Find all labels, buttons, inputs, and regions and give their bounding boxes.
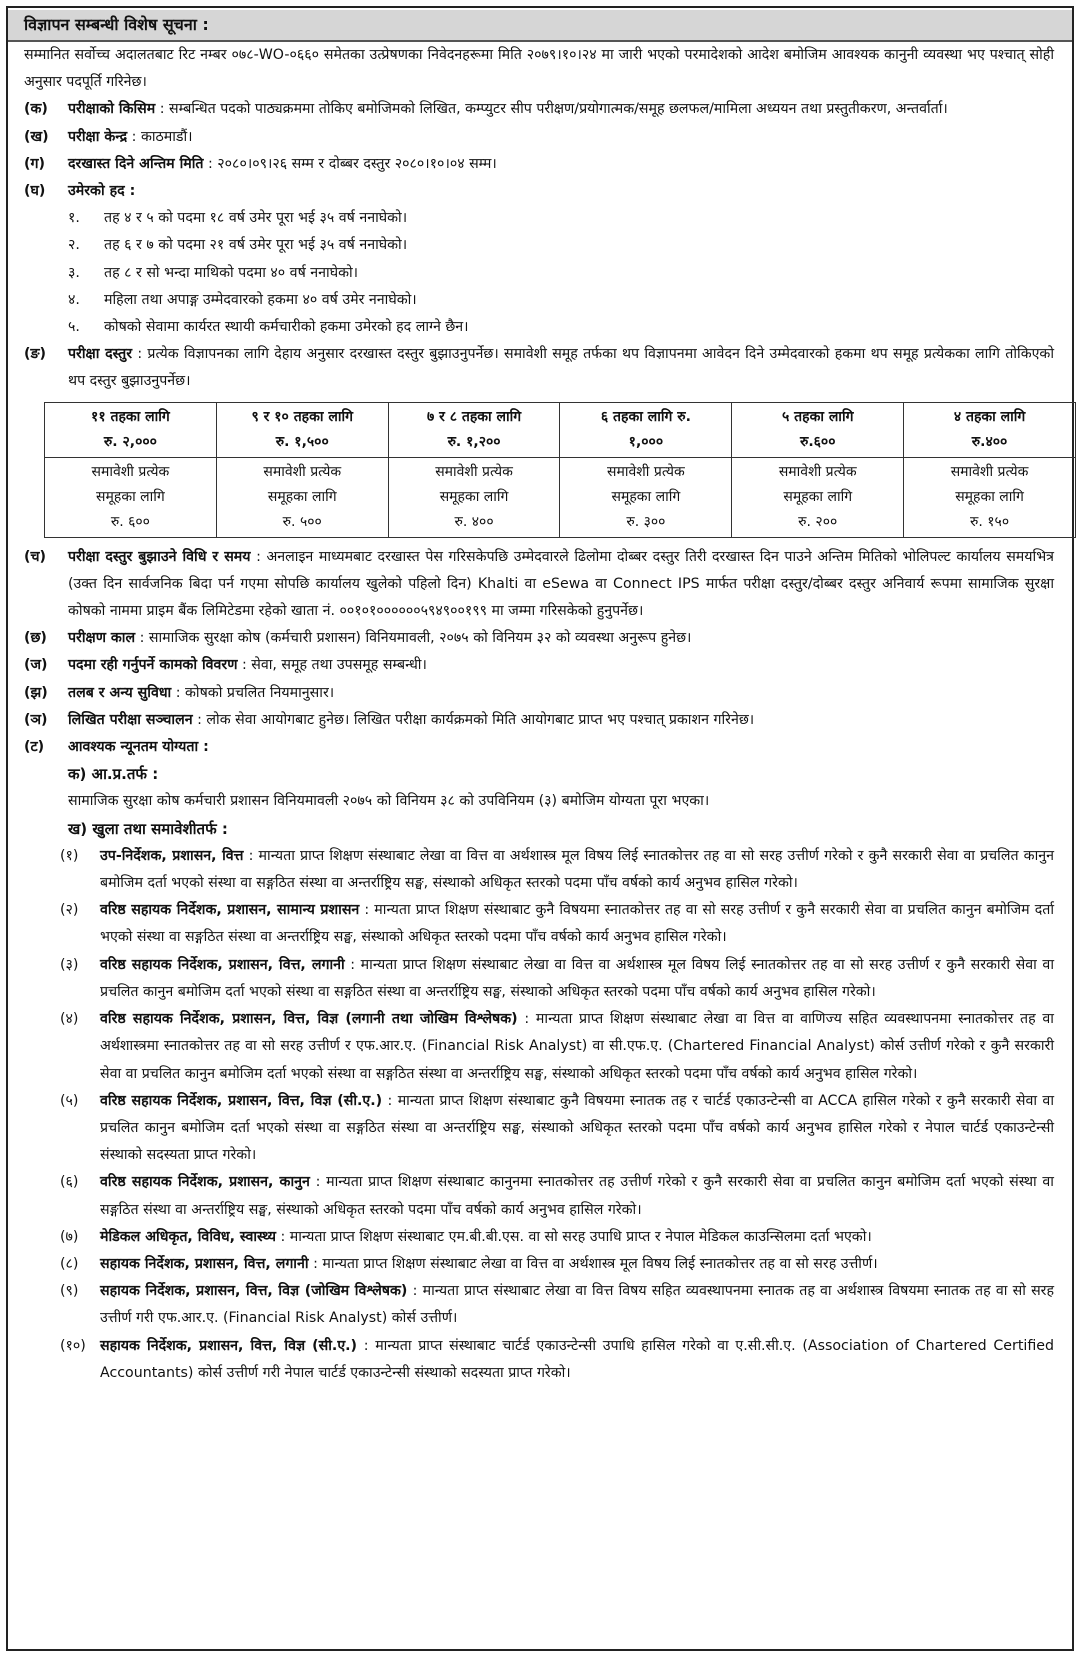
section-title: परीक्षा केन्द्र [68, 128, 128, 145]
inclusive-fee-cell: समावेशी प्रत्येक समूहका लागि रु. २०० [732, 457, 904, 537]
list-item: (६) वरिष्ठ सहायक निर्देशक, प्रशासन, कानुन : मान्यता प्राप्त शिक्षण संस्थाबाट कानुनमा स्नातकोत्तर तह उत्तीर्ण गरेको र कुनै सरकारी सेवा वा प्रचलित कानुन बमोजिम दर्ता भएको संस्था वा सङ्गठित संस्था वा अन्तर्राष्ट्रिय सङ्घ, संस्थाको अधिकृत स्तरको पदमा पाँच वर्षको कार्य अनुभव हासिल गरेको। [60, 1174, 1054, 1218]
fee-cell: ९ र १० तहका लागि रु. १,५०० [216, 402, 388, 457]
section-title: उमेरको हद : [68, 183, 136, 200]
section-title: दरखास्त दिने अन्तिम मिति [68, 155, 204, 172]
section-title: परीक्षा दस्तुर बुझाउने विधि र समय [68, 548, 251, 565]
section-title: आवश्यक न्यूनतम योग्यता : [68, 739, 209, 756]
section-nga [24, 341, 1054, 395]
section-text: : सम्बन्धित पदको पाठ्यक्रममा तोकिए बमोजिमको लिखित, कम्प्युटर सीप परीक्षण/प्रयोगात्मक/समूह छलफल/मामिला अध्ययन तथा प्रस्तुतीकरण, अन्तर्वार्ता। [159, 101, 948, 118]
section-ta [24, 734, 1054, 761]
section-label: (ट) [24, 739, 45, 756]
list-item: (८) सहायक निर्देशक, प्रशासन, वित्त, लगानी : मान्यता प्राप्त शिक्षण संस्थाबाट लेखा वा वित्त वा अर्थशास्त्र मूल विषय लिई स्नातकोत्तर तह वा सो सरह उत्तीर्ण। [60, 1255, 878, 1272]
internal-qualification-heading: क) आ.प्र.तर्फ : [68, 765, 159, 784]
list-item: (३) वरिष्ठ सहायक निर्देशक, प्रशासन, वित्त, लगानी : मान्यता प्राप्त शिक्षण संस्थाबाट लेखा वा वित्त वा अर्थशास्त्र मूल विषय लिई स्नातकोत्तर तह वा सो सरह उत्तीर्ण र कुनै सरकारी सेवा वा प्रचलित कानुन बमोजिम दर्ता भएको संस्था वा सङ्गठित संस्था वा अन्तर्राष्ट्रिय सङ्घ, संस्थाको अधिकृत स्तरको पदमा पाँच वर्षको कार्य अनुभव हासिल गरेको। [60, 956, 1054, 1000]
inclusive-fee-cell: समावेशी प्रत्येक समूहका लागि रु. ३०० [560, 457, 732, 537]
section-text: : सामाजिक सुरक्षा कोष (कर्मचारी प्रशासन) विनियमावली, २०७५ को विनियम ३२ को व्यवस्था अनुरूप हुनेछ। [139, 630, 692, 647]
fee-cell: ६ तहका लागि रु. १,००० [560, 402, 732, 457]
inclusive-fee-cell: समावेशी प्रत्येक समूहका लागि रु. ४०० [388, 457, 560, 537]
notice-page [6, 6, 1074, 1651]
section-label: (ञ) [24, 711, 48, 728]
table-row [45, 457, 1076, 537]
fee-cell: ४ तहका लागि रु.४०० [904, 402, 1076, 457]
list-item: (२) वरिष्ठ सहायक निर्देशक, प्रशासन, सामान्य प्रशासन : मान्यता प्राप्त शिक्षण संस्थाबाट कुनै विषयमा स्नातकोत्तर तह वा सो सरह उत्तीर्ण र कुनै सरकारी सेवा वा प्रचलित कानुन बमोजिम दर्ता भएको संस्था वा सङ्गठित संस्था वा अन्तर्राष्ट्रिय सङ्घ, संस्थाको अधिकृत स्तरको पदमा पाँच वर्षको कार्य अनुभव हासिल गरेको। [60, 902, 1054, 946]
list-item: १. तह ४ र ५ को पदमा १८ वर्ष उमेर पूरा भई ३५ वर्ष ननाघेको। [68, 210, 408, 227]
section-chha [24, 625, 1054, 652]
section-text: : लोक सेवा आयोगबाट हुनेछ। लिखित परीक्षा कार्यक्रमको मिति आयोगबाट प्राप्त भए पश्चात् प्रकाशन गरिनेछ। [197, 711, 755, 728]
inclusive-fee-cell: समावेशी प्रत्येक समूहका लागि रु. ५०० [216, 457, 388, 537]
qualification-list [24, 843, 1054, 1387]
list-item: २. तह ६ र ७ को पदमा २१ वर्ष उमेर पूरा भई ३५ वर्ष ननाघेको। [68, 237, 408, 254]
section-label: (झ) [24, 684, 48, 701]
section-text: : प्रत्येक विज्ञापनका लागि देहाय अनुसार दरखास्त दस्तुर बुझाउनुपर्नेछ। समावेशी समूह तर्फका थप विज्ञापनमा आवेदन दिने उम्मेदवारको हकमा थप समूह प्रत्येकका लागि तोकिएको थप दस्तुर बुझाउनुपर्नेछ। [68, 346, 1055, 390]
section-title: परीक्षा दस्तुर [68, 346, 133, 363]
fee-cell: ११ तहका लागि रु. २,००० [45, 402, 217, 457]
section-label: (क) [24, 101, 48, 118]
section-ka [24, 96, 1054, 123]
open-qualification-heading: ख) खुला तथा समावेशीतर्फ : [68, 819, 228, 838]
list-item: (१) उप-निर्देशक, प्रशासन, वित्त : मान्यता प्राप्त शिक्षण संस्थाबाट लेखा वा वित्त वा अर्थशास्त्र मूल विषय लिई स्नातकोत्तर तह वा सो सरह उत्तीर्ण गरेको र कुनै सरकारी सेवा वा प्रचलित कानुन बमोजिम दर्ता भएको संस्था वा सङ्गठित संस्था वा अन्तर्राष्ट्रिय सङ्घ, संस्थाको अधिकृत स्तरको पदमा पाँच वर्षको कार्य अनुभव हासिल गरेको। [60, 847, 1054, 892]
section-title: परीक्षाको किसिम [68, 101, 156, 118]
age-limit-list [68, 205, 1054, 341]
section-jha [24, 680, 1054, 707]
fee-cell: ५ तहका लागि रु.६०० [732, 402, 904, 457]
section-text: : अनलाइन माध्यमबाट दरखास्त पेस गरिसकेपछि उम्मेदवारले ढिलोमा दोब्बर दस्तुर तिरी दरखास्त दिन पाउने अन्तिम मितिको भोलिपल्ट कार्यालय समयभित्र (उक्त दिन सार्वजनिक बिदा पर्न गएमा सोपछि कार्यालय खुलेको पहिलो दिन) Khalti वा eSewa वा Connect IPS मार्फत परीक्षा दस्तुर/दोब्बर दस्तुर अनिवार्य रूपमा सामाजिक सुरक्षा कोषको नाममा प्राइम बैंक लिमिटेडमा रहेको खाता नं. ००१०१००००००५९४९००१९९ मा जम्मा गरिसकेको हुनुपर्नेछ। [68, 548, 1054, 620]
list-item: ३. तह ८ र सो भन्दा माथिको पदमा ४० वर्ष ननाघेको। [68, 264, 359, 281]
section-label: (च) [24, 548, 46, 565]
inclusive-fee-cell: समावेशी प्रत्येक समूहका लागि रु. १५० [904, 457, 1076, 537]
section-text: : सेवा, समूह तथा उपसमूह सम्बन्धी। [241, 657, 427, 674]
list-item: ४. महिला तथा अपाङ्ग उम्मेदवारको हकमा ४० वर्ष उमेर ननाघेको। [68, 291, 417, 308]
section-title: परीक्षण काल [68, 630, 136, 647]
section-text: : कोषको प्रचलित नियमानुसार। [175, 684, 335, 701]
section-title: लिखित परीक्षा सञ्चालन [68, 711, 193, 728]
section-label: (ङ) [24, 346, 47, 363]
section-title: पदमा रही गर्नुपर्ने कामको विवरण [68, 657, 238, 674]
section-label: (घ) [24, 183, 46, 200]
section-kha [24, 124, 1054, 151]
inclusive-fee-cell: समावेशी प्रत्येक समूहका लागि रु. ६०० [45, 457, 217, 537]
section-gha [24, 178, 1054, 205]
section-ga [24, 151, 1054, 178]
list-item: ५. कोषको सेवामा कार्यरत स्थायी कर्मचारीको हकमा उमेरको हद लाग्ने छैन। [68, 319, 469, 336]
section-nya [24, 707, 1054, 734]
section-label: (ख) [24, 128, 49, 145]
table-row [45, 402, 1076, 457]
section-label: (छ) [24, 630, 47, 647]
intro-paragraph: सम्मानित सर्वोच्च अदालतबाट रिट नम्बर ०७८-WO-०६६० समेतका उत्प्रेषणका निवेदनहरूमा मिति २०७९।१०।२४ मा जारी भएको परमादेशको आदेश बमोजिम आवश्यक कानुनी व्यवस्था भए पश्चात् सोही अनुसार पदपूर्ति गरिनेछ। [24, 47, 1054, 91]
fee-cell: ७ र ८ तहका लागि रु. १,२०० [388, 402, 560, 457]
list-item: (९) सहायक निर्देशक, प्रशासन, वित्त, विज्ञ (जोखिम विश्लेषक) : मान्यता प्राप्त संस्थाबाट लेखा वा वित्त विषय सहित व्यवस्थापनमा स्नातक तह वा अर्थशास्त्र विषयमा स्नातक तह वा सो सरह उत्तीर्ण गरी एफ.आर.ए. (Financial Risk Analyst) कोर्स उत्तीर्ण। [60, 1283, 1055, 1327]
list-item: (१०) सहायक निर्देशक, प्रशासन, वित्त, विज्ञ (सी.ए.) : मान्यता प्राप्त संस्थाबाट चार्टर्ड एकाउन्टेन्सी उपाधि हासिल गरेको वा ए.सी.सी.ए. (Association of Chartered Certified Accountants) कोर्स उत्तीर्ण गरी नेपाल चार्टर्ड एकाउन्टेन्सी संस्थाको सदस्यता प्राप्त गरेको। [60, 1337, 1054, 1381]
section-cha [24, 544, 1054, 626]
list-item: (५) वरिष्ठ सहायक निर्देशक, प्रशासन, वित्त, विज्ञ (सी.ए.) : मान्यता प्राप्त शिक्षण संस्थाबाट कुनै विषयमा स्नातक तह र चार्टर्ड एकाउन्टेन्सी वा ACCA हासिल गरेको र कुनै सरकारी सेवा वा प्रचलित कानुन बमोजिम दर्ता भएको संस्था वा सङ्गठित संस्था वा अन्तर्राष्ट्रिय सङ्घ, संस्थाको अधिकृत स्तरको पदमा पाँच वर्षको कार्य अनुभव हासिल गरेको र नेपाल चार्टर्ड एकाउन्टेन्सी संस्थाको सदस्यता प्राप्त गरेको। [60, 1092, 1054, 1164]
section-text: : काठमाडौं। [131, 128, 193, 145]
list-item: (७) मेडिकल अधिकृत, विविध, स्वास्थ्य : मान्यता प्राप्त शिक्षण संस्थाबाट एम.बी.बी.एस. वा सो सरह उपाधि प्राप्त र नेपाल मेडिकल काउन्सिलमा दर्ता भएको। [60, 1228, 872, 1245]
section-label: (ग) [24, 155, 45, 172]
section-text: : २०८०।०९।२६ सम्म र दोब्बर दस्तुर २०८०।१०।०४ सम्म। [208, 155, 497, 172]
fee-table [44, 402, 1076, 538]
internal-qualification-text: सामाजिक सुरक्षा कोष कर्मचारी प्रशासन विनियमावली २०७५ को विनियम ३८ को उपविनियम (३) बमोजिम योग्यता पूरा भएका। [68, 793, 710, 810]
section-ja [24, 652, 1054, 679]
notice-title: विज्ञापन सम्बन्धी विशेष सूचना : [8, 10, 1072, 42]
section-label: (ज) [24, 657, 48, 674]
list-item: (४) वरिष्ठ सहायक निर्देशक, प्रशासन, वित्त, विज्ञ (लगानी तथा जोखिम विश्लेषक) : मान्यता प्राप्त शिक्षण संस्थाबाट लेखा वा वित्त वा वाणिज्य सहित व्यवस्थापनमा स्नातकोत्तर तह वा अर्थशास्त्रमा स्नातकोत्तर तह वा सो सरह उत्तीर्ण र एफ.आर.ए. (Financial Risk Analyst) वा सी.एफ.ए. (Chartered Financial Analyst) कोर्स उत्तीर्ण गरेको र कुनै सरकारी सेवा वा प्रचलित कानुन बमोजिम दर्ता भएको संस्था वा सङ्गठित संस्था वा अन्तर्राष्ट्रिय सङ्घ, संस्थाको अधिकृत स्तरको पदमा पाँच वर्षको कार्य अनुभव हासिल गरेको। [60, 1011, 1054, 1082]
section-title: तलब र अन्य सुविधा [68, 684, 172, 701]
